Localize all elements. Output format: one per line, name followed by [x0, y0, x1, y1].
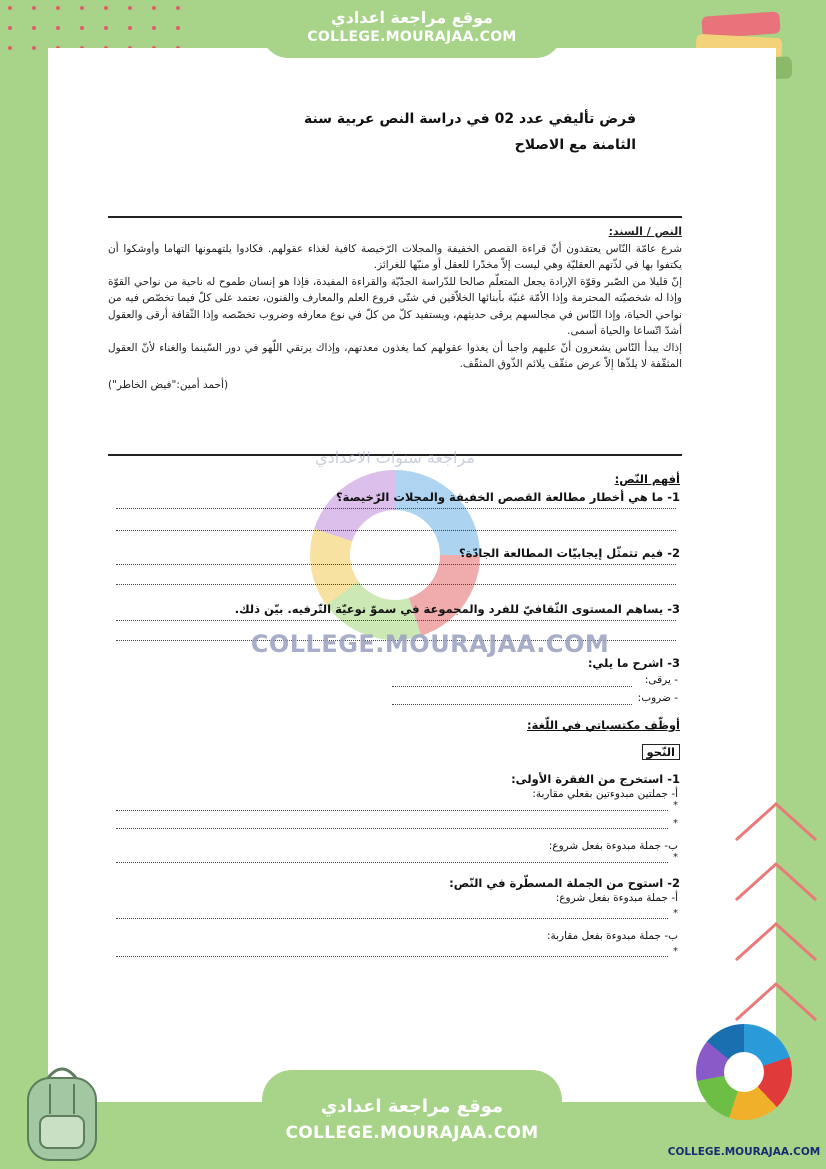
grammar-question-1: 1- استخرج من الفقرة الأولى: — [511, 772, 680, 786]
exam-title — [176, 106, 636, 158]
decorative-dot — [32, 46, 36, 50]
source-author: (أحمد أمين:"فيض الخاطر") — [108, 378, 229, 391]
question-2: 2- فيم تتمثّل إيجابيّات المطالعة الجادّة؟ — [459, 546, 680, 560]
decorative-dot — [32, 6, 36, 10]
header-banner[interactable] — [262, 0, 562, 58]
decorative-dot — [8, 26, 12, 30]
answer-line[interactable] — [116, 530, 676, 531]
answer-line[interactable] — [116, 810, 668, 811]
source-paragraph-3: إذاك يبدأ النّاس يشعرون أنّ عليهم واجبا أن يغذوا عقولهم كما يغذون معدتهم، وإذاك يرتقي اللّهو في دور السّينما والغناء لأنّ العقول المثقّفة لا يلذّها إلاّ عرض مثقّف يلائم الذّوق المثقّف. — [108, 341, 682, 370]
question-1: 1- ما هي أخطار مطالعة القصص الخفيفة والمجلات الرّخيصة؟ — [335, 490, 680, 504]
grammar-question-2: 2- استوح من الجملة المسطّرة في النّص: — [449, 876, 680, 890]
decorative-dot — [176, 6, 180, 10]
answer-line[interactable] — [116, 956, 668, 957]
decorative-dot — [104, 6, 108, 10]
star-bullet: * — [673, 800, 678, 811]
grammar-question-1-b: ب- جملة مبدوءة بفعل شروع: — [548, 840, 678, 852]
question-3: 3- يساهم المستوى الثّقافيّ للفرد والمجموعة في سموّ نوعيّة التّرفيه. بيّن ذلك. — [234, 602, 680, 616]
section-language-heading: أوظّف مكتسباتي في اللّغة: — [527, 718, 680, 732]
answer-line[interactable] — [116, 508, 676, 509]
decorative-dot — [176, 26, 180, 30]
question-4-item-a: - يرقى: — [644, 674, 678, 686]
decorative-dot — [8, 46, 12, 50]
exam-title-line2: الثامنة مع الاصلاح — [514, 137, 636, 153]
source-paragraph-1: شرع عامّة النّاس يعتقدون أنّ قراءة القصص الخفيفة والمجلات الرّخيصة كافية لغذاء عقولهم. فكادوا يلتهمونها التهاما وأوشكوا أن يكتفوا بها في لذّتهم العقليّة وهي ليست إلاّ مخدّرا للعقل أو منبّها للغرائز. — [108, 242, 682, 271]
star-bullet: * — [673, 946, 678, 957]
answer-line[interactable] — [116, 862, 668, 863]
decorative-dot — [56, 6, 60, 10]
answer-line[interactable] — [116, 584, 676, 585]
source-text-box — [108, 216, 682, 456]
section-comprehension-heading: أفهم النّص: — [614, 472, 680, 486]
watermark-url: COLLEGE.MOURAJAA.COM — [250, 630, 610, 658]
footer-banner[interactable] — [262, 1070, 562, 1169]
decorative-dot — [128, 26, 132, 30]
watermark-arc-text: مراجعة سنوات الاعدادي — [315, 448, 475, 467]
grammar-question-2-b: ب- جملة مبدوءة بفعل مقاربة: — [546, 930, 678, 942]
grammar-question-1-a: أ- جملتين مبدوءتين بفعلي مقاربة: — [532, 788, 678, 800]
question-4-item-b: - ضروب: — [637, 692, 678, 704]
decorative-dot — [80, 26, 84, 30]
answer-line[interactable] — [116, 828, 668, 829]
header-site-url[interactable]: COLLEGE.MOURAJAA.COM — [307, 29, 517, 45]
grammar-label: النّحو — [642, 744, 680, 760]
answer-line[interactable] — [116, 620, 676, 621]
source-text-label: النص / السند: — [608, 225, 682, 238]
footer-site-arabic: موقع مراجعة اعدادي — [320, 1096, 504, 1117]
decorative-dot — [8, 6, 12, 10]
source-paragraph-2: إنّ قليلا من الصّبر وقوّة الإرادة يجعل المتعلّم صالحا للدّراسة الجدّيّة والقراءة المفيدة، فإذا هو إنسان طموح له ناحية من نواحي القوّة وإذا له شخصيّته المحترمة وإذا الأمّة غنيّة بأبنائها الخلاّقين في شتّى فروع العلم والمعارف والفنون، تعتمد على كلّ فيما تخصّص فيه من نواحي الحياة، وإذا النّاس في مجالسهم يرقى حديثهم، ويستفيد كلّ من كلّ في نوع معارفه وضروب تخصّصه وإذا الثّقافة أرقى والعقول أشدّ اتّساعا والحياة أسمى. — [108, 275, 682, 337]
exam-title-line1: فرض تأليفي عدد 02 في دراسة النص عربية سنة — [304, 111, 636, 127]
chevron-decoration-icon — [730, 790, 820, 1050]
question-4: 3- اشرح ما يلي: — [587, 656, 680, 670]
star-bullet: * — [673, 818, 678, 829]
star-bullet: * — [673, 908, 678, 919]
footer-logo-url[interactable]: COLLEGE.MOURAJAA.COM — [667, 1146, 821, 1158]
backpack-icon — [14, 1058, 110, 1164]
answer-line[interactable] — [116, 564, 676, 565]
decorative-dot — [56, 26, 60, 30]
header-site-arabic: موقع مراجعة اعدادي — [330, 8, 494, 27]
site-logo-icon[interactable] — [696, 1024, 792, 1120]
decorative-dots — [8, 6, 208, 52]
grammar-question-2-a: أ- جملة مبدوءة بفعل شروع: — [555, 892, 678, 904]
decorative-dot — [104, 26, 108, 30]
decorative-dot — [152, 26, 156, 30]
star-bullet: * — [673, 852, 678, 863]
footer-site-url[interactable]: COLLEGE.MOURAJAA.COM — [285, 1123, 539, 1143]
decorative-dot — [128, 6, 132, 10]
decorative-dot — [152, 6, 156, 10]
answer-line[interactable] — [392, 704, 632, 705]
decorative-dot — [32, 26, 36, 30]
answer-line[interactable] — [116, 918, 668, 919]
answer-line[interactable] — [392, 686, 632, 687]
decorative-dot — [80, 6, 84, 10]
